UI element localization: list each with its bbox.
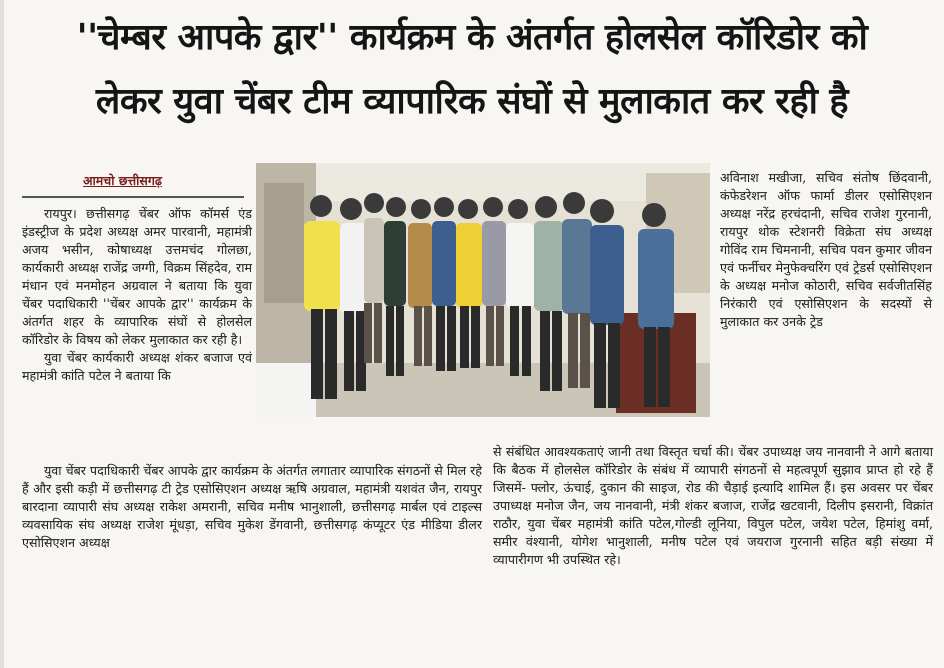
headline-line-1: ''चेम्बर आपके द्वार'' कार्यक्रम के अंतर्गत होलसेल कॉरिडोर को <box>76 17 868 58</box>
headline-line-2: लेकर युवा चेंबर टीम व्यापारिक संघों से मुलाकात कर रही है <box>95 81 849 122</box>
byline: आमचो छत्तीसगढ़ <box>83 173 162 188</box>
article-bottom-left-column <box>22 462 482 552</box>
group-photo-icon <box>256 163 710 417</box>
article-paragraph: युवा चेंबर पदाधिकारी चेंबर आपके द्वार कार्यक्रम के अंतर्गत लगातार व्यापारिक संगठनों से मिल रहे हैं और इसी कड़ी में छत्तीसगढ़ टी ट्रेड एसोसिएशन अध्यक्ष ऋषि अग्रवाल, महामंत्री यशवंत जैन, रायपुर बारदाना व्यापारी संघ अध्यक्ष राकेश अमरानी, सचिव मनीष भानुशाली, छत्तीसगढ़ मार्बल एवं टाइल्स व्यवसायिक संघ अध्यक्ष राजेश मूंधड़ा, सचिव मुकेश डेंगवानी, छत्तीसगढ़ कंप्यूटर एंड मीडिया डीलर एसोसिएशन अध्यक्ष <box>22 463 482 550</box>
article-right-column <box>720 169 932 331</box>
article-paragraph: से संबंधित आवश्यकताएं जानी तथा विस्तृत चर्चा की। चेंबर उपाध्यक्ष जय नानवानी ने आगे बताया कि बैठक में होलसेल कॉरिडोर के संबंध में व्यापारी संगठनों से महत्वपूर्ण सुझाव प्राप्त हो रहे हैं जिसमें- फ्लोर, ऊंचाई, दुकान की साइज, रोड की चैड़ाई इत्यादि शामिल हैं। इस अवसर पर चेंबर उपाध्यक्ष मनोज जैन, जय नानवानी, मंत्री शंकर बजाज, राजेंद्र खटवानी, दिलीप इसरानी, विक्रांत राठौर, युवा चेंबर महामंत्री कांति पटेल,गोल्डी लूनिया, विपुल पटेल, जयेश पटेल, हिमांशु वर्मा, समीर वंश्यानी, योगेश भानुशाली, मनीष पटेल एवं जयराज गुरनानी सहित बड़ी संख्या में व्यापारीगण भी उपस्थित रहे। <box>493 444 933 567</box>
group-photo <box>256 163 710 417</box>
byline-divider <box>22 196 244 198</box>
article-left-column <box>22 205 252 385</box>
article-paragraph: रायपुर। छत्तीसगढ़ चेंबर ऑफ कॉमर्स एंड इंडस्ट्रीज के प्रदेश अध्यक्ष अमर पारवानी, महामंत्री अजय भसीन, कोषाध्यक्ष उत्तमचंद गोलछा, कार्यकारी अध्यक्ष राजेंद्र जग्गी, विक्रम सिंहदेव, राम मंधान एवं मनमोहन अग्रवाल ने बताया कि युवा चेंबर पदाधिकारी ''चेंबर आपके द्वार'' कार्यक्रम के अंतर्गत शहर के व्यापारिक संघों से होलसेल कॉरिडोर के विषय को लेकर मुलाकात कर रही है। <box>22 206 252 347</box>
article-paragraph: अविनाश मखीजा, सचिव संतोष छिंदवानी, कंफेडरेशन ऑफ फार्मा डीलर एसोसिएशन अध्यक्ष नरेंद्र हरचंदानी, सचिव राजेश गुरनानी, रायपुर थोक स्टेशनरी विक्रेता संघ अध्यक्ष गोविंद राम चिमनानी, सचिव पवन कुमार जीवन एवं फर्नीचर मेनुफेक्चरिंग एवं ट्रेडर्स एसोसिएशन के अध्यक्ष मनोज कोठारी, सचिव सर्वजीतसिंह निरंकारी एवं एसोसिएशन के सदस्यों से मुलाकात कर उनके ट्रेड <box>720 170 932 329</box>
article-bottom-right-column <box>493 443 933 569</box>
article-paragraph: युवा चेंबर कार्यकारी अध्यक्ष शंकर बजाज एवं महामंत्री कांति पटेल ने बताया कि <box>22 350 252 383</box>
